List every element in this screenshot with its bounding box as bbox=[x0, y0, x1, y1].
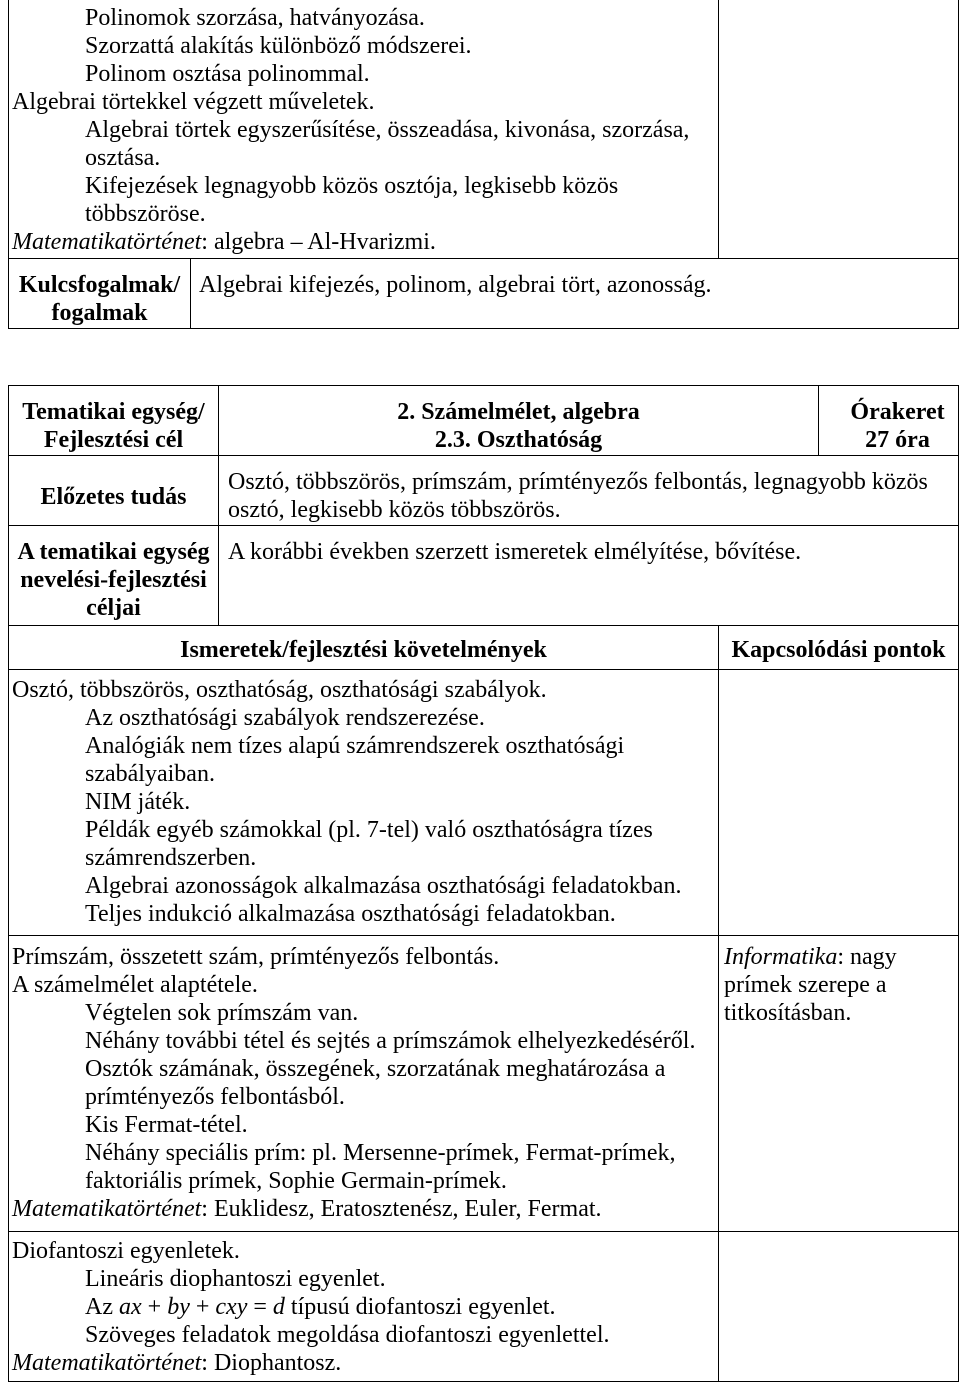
equation-term: by bbox=[167, 1294, 190, 1320]
hours-value: 27 óra bbox=[865, 427, 930, 453]
connection-line: prímek szerepe a bbox=[724, 972, 887, 998]
table-border bbox=[8, 1381, 959, 1382]
content-line: A számelmélet alaptétele. bbox=[12, 972, 258, 998]
goals-value bbox=[219, 526, 958, 625]
key-concepts-value bbox=[191, 259, 958, 328]
connections-header-text: Kapcsolódási pontok bbox=[731, 637, 946, 663]
content-line: számrendszerben. bbox=[85, 845, 257, 871]
content-line: Polinomok szorzása, hatványozása. bbox=[85, 5, 425, 31]
primes-connections bbox=[719, 936, 958, 1231]
connection-line bbox=[724, 943, 958, 971]
connection-line: titkosításban. bbox=[724, 1000, 852, 1026]
content-line: Az oszthatósági szabályok rendszerezése. bbox=[85, 705, 485, 731]
content-line: Analógiák nem tízes alapú számrendszerek oszthatósági bbox=[85, 733, 625, 759]
equation-part: típusú diofantoszi egyenlet. bbox=[284, 1294, 556, 1320]
goals-label-line: nevelési-fejlesztési bbox=[20, 567, 207, 593]
history-line bbox=[12, 1195, 718, 1223]
content-line: többszöröse. bbox=[85, 201, 206, 227]
history-text: : Diophantosz. bbox=[201, 1350, 342, 1376]
content-line: Algebrai törtek egyszerűsítése, összeadása, kivonása, szorzása, bbox=[85, 117, 690, 143]
equation-part: = bbox=[247, 1294, 273, 1320]
goals-label-line: céljai bbox=[86, 595, 141, 621]
connections-header bbox=[719, 626, 958, 669]
content-line: Végtelen sok prímszám van. bbox=[85, 1000, 359, 1026]
content-line: Algebrai azonosságok alkalmazása oszthatósági feladatokban. bbox=[85, 873, 682, 899]
content-line: Lineáris diophantoszi egyenlet. bbox=[85, 1266, 386, 1292]
content-line: Algebrai törtekkel végzett műveletek. bbox=[12, 89, 375, 115]
unit-title-line: 2.3. Oszthatóság bbox=[434, 427, 603, 453]
content-line: Néhány speciális prím: pl. Mersenne-prímek, Fermat-prímek, bbox=[85, 1140, 676, 1166]
equation-term: d bbox=[272, 1294, 285, 1320]
content-line: Példák egyéb számokkal (pl. 7-tel) való oszthatóságra tízes bbox=[85, 817, 653, 843]
key-concepts-text: Algebrai kifejezés, polinom, algebrai tört, azonosság. bbox=[199, 272, 712, 298]
history-text: : Euklidesz, Eratosztenész, Euler, Fermat. bbox=[201, 1196, 602, 1222]
history-text: : algebra – Al-Hvarizmi. bbox=[201, 229, 436, 255]
equation-line bbox=[12, 1293, 718, 1321]
unit-label bbox=[9, 386, 218, 455]
requirements-header-text: Ismeretek/fejlesztési követelmények bbox=[180, 637, 547, 663]
history-line bbox=[12, 1349, 718, 1377]
history-label: Matematikatörténet bbox=[12, 229, 202, 255]
content-line: Kifejezések legnagyobb közös osztója, legkisebb közös bbox=[85, 173, 619, 199]
connection-subject: Informatika bbox=[724, 944, 838, 970]
hours-label: Órakeret bbox=[850, 399, 945, 425]
prior-knowledge-label-text: Előzetes tudás bbox=[40, 484, 187, 510]
unit-label-line: Fejlesztési cél bbox=[43, 427, 184, 453]
divisibility-content bbox=[9, 670, 718, 935]
content-line: Szöveges feladatok megoldása diofantoszi egyenlettel. bbox=[85, 1322, 610, 1348]
table-border bbox=[718, 0, 719, 258]
content-line: faktoriális prímek, Sophie Germain-prímek. bbox=[85, 1168, 507, 1194]
primes-content bbox=[9, 936, 718, 1231]
hours-cell bbox=[819, 386, 958, 455]
prior-knowledge-line: Osztó, többszörös, prímszám, prímtényezős felbontás, legnagyobb közös bbox=[228, 469, 928, 495]
key-concepts-label-line: Kulcsfogalmak/ bbox=[18, 272, 181, 298]
connection-text: : nagy bbox=[837, 944, 897, 970]
content-line: Szorzattá alakítás különböző módszerei. bbox=[85, 33, 472, 59]
content-line: Teljes indukció alkalmazása oszthatósági feladatokban. bbox=[85, 901, 616, 927]
content-line: NIM játék. bbox=[85, 789, 191, 815]
unit-label-line: Tematikai egység/ bbox=[22, 399, 205, 425]
goals-label bbox=[9, 526, 218, 625]
content-line: osztása. bbox=[85, 145, 161, 171]
continued-content-cell bbox=[9, 0, 718, 256]
key-concepts-label-line: fogalmak bbox=[51, 300, 148, 326]
equation-part: + bbox=[141, 1294, 168, 1320]
content-line: Prímszám, összetett szám, prímtényezős felbontás. bbox=[12, 944, 500, 970]
diophantine-content bbox=[9, 1232, 718, 1381]
content-line: Polinom osztása polinommal. bbox=[85, 61, 370, 87]
equation-term: ax bbox=[118, 1294, 142, 1320]
prior-knowledge-value bbox=[219, 456, 958, 525]
table-border bbox=[958, 0, 959, 329]
history-label: Matematikatörténet bbox=[12, 1350, 202, 1376]
content-line: szabályaiban. bbox=[85, 761, 215, 787]
requirements-header bbox=[9, 626, 718, 669]
history-line bbox=[12, 228, 718, 256]
content-line: Osztók számának, összegének, szorzatának meghatározása a bbox=[85, 1056, 666, 1082]
equation-part: + bbox=[189, 1294, 216, 1320]
equation-part: Az bbox=[85, 1294, 119, 1320]
unit-title bbox=[219, 386, 818, 455]
table-border bbox=[8, 328, 959, 329]
content-line: Osztó, többszörös, oszthatóság, oszthatósági szabályok. bbox=[12, 677, 547, 703]
goals-text: A korábbi években szerzett ismeretek elmélyítése, bővítése. bbox=[228, 539, 802, 565]
equation-term: cxy bbox=[215, 1294, 248, 1320]
table-border bbox=[958, 385, 959, 1382]
goals-label-line: A tematikai egység bbox=[17, 539, 210, 565]
history-label: Matematikatörténet bbox=[12, 1196, 202, 1222]
content-line: Diofantoszi egyenletek. bbox=[12, 1238, 240, 1264]
prior-knowledge-label bbox=[9, 456, 218, 525]
prior-knowledge-line: osztó, legkisebb közös többszörös. bbox=[228, 497, 561, 523]
key-concepts-label bbox=[9, 259, 190, 328]
content-line: Néhány további tétel és sejtés a prímszámok elhelyezkedéséről. bbox=[85, 1028, 696, 1054]
content-line: Kis Fermat-tétel. bbox=[85, 1112, 248, 1138]
unit-title-line: 2. Számelmélet, algebra bbox=[397, 399, 640, 425]
content-line: prímtényezős felbontásból. bbox=[85, 1084, 345, 1110]
